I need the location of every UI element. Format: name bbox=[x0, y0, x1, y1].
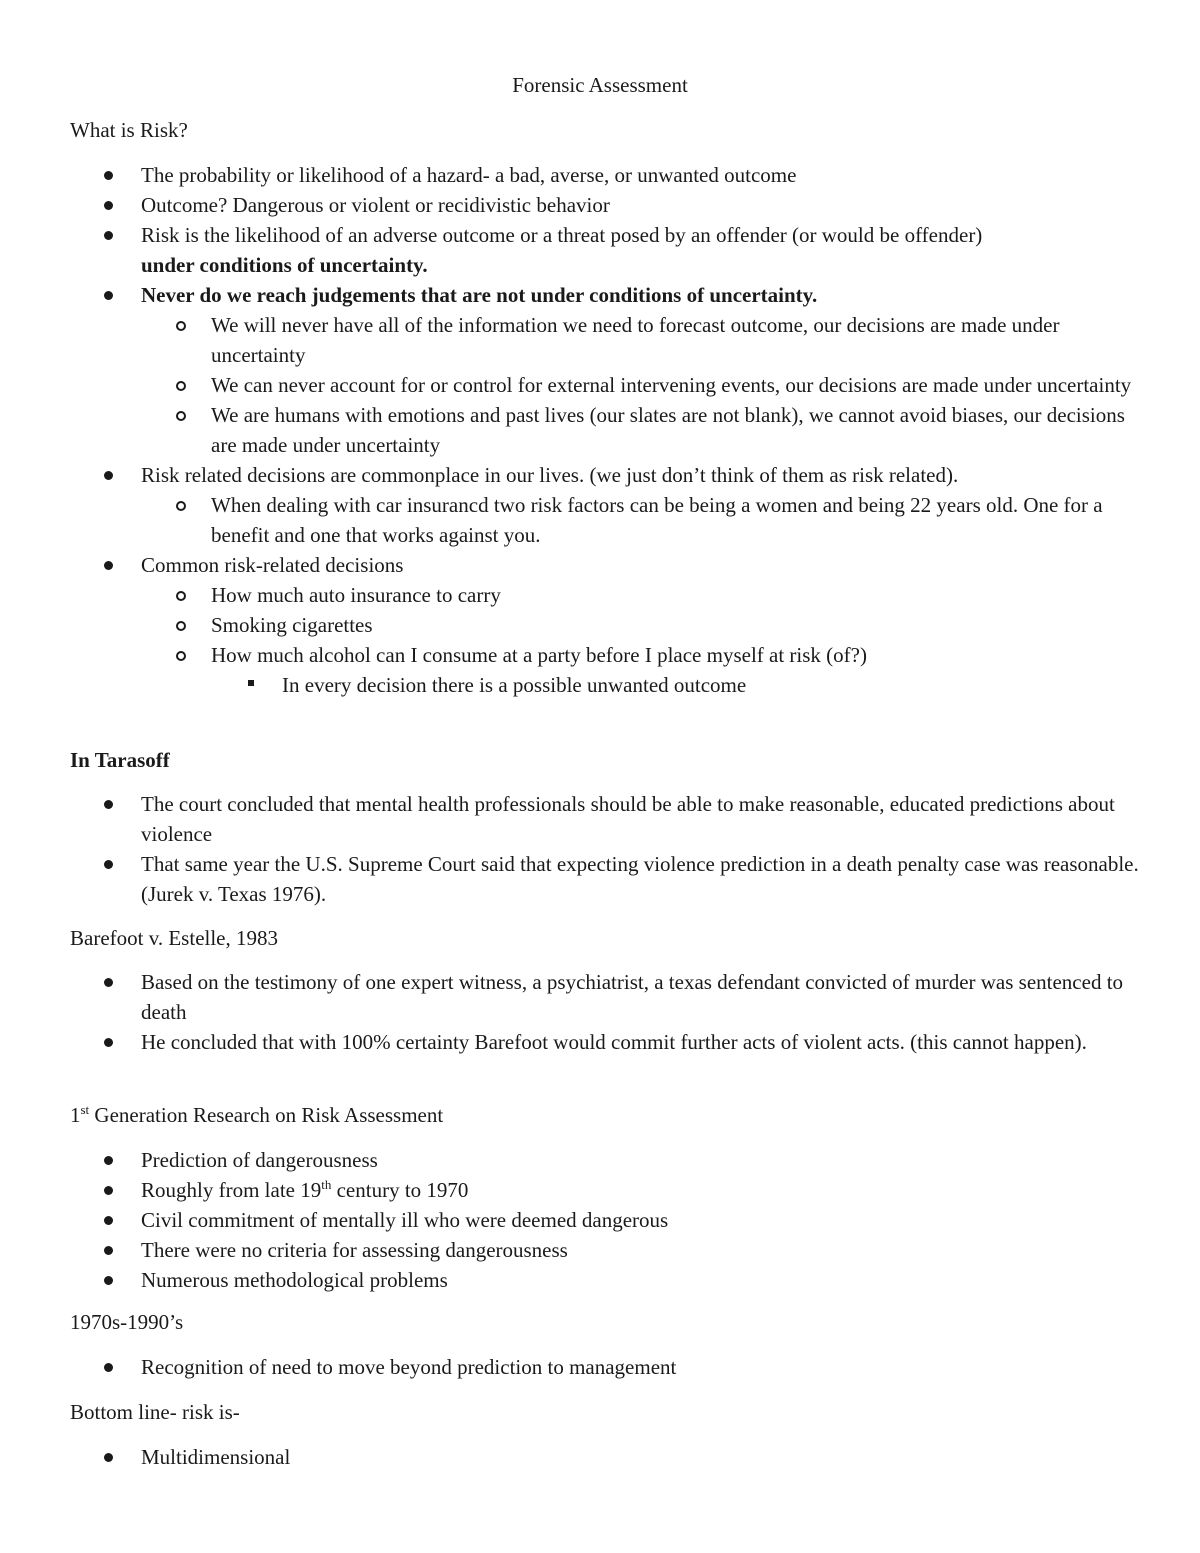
list-item: Outcome? Dangerous or violent or recidivistic behavior bbox=[0, 190, 1141, 220]
list-item: Recognition of need to move beyond prediction to management bbox=[0, 1352, 1141, 1382]
section-heading-tarasoff: In Tarasoff bbox=[70, 748, 170, 772]
era-list bbox=[0, 1352, 1200, 1382]
document-title: Forensic Assessment bbox=[512, 73, 688, 97]
hollow-bullet-icon bbox=[176, 411, 186, 421]
bottom-line-list bbox=[0, 1442, 1200, 1472]
barefoot-list bbox=[0, 967, 1200, 1057]
bullet-icon bbox=[104, 978, 113, 987]
bullet-icon bbox=[104, 1216, 113, 1225]
hollow-bullet-icon bbox=[176, 621, 186, 631]
section-heading-era: 1970s-1990’s bbox=[70, 1310, 184, 1334]
section-heading-bottom-line: Bottom line- risk is- bbox=[70, 1400, 240, 1424]
bullet-icon bbox=[104, 1186, 113, 1195]
list-item: There were no criteria for assessing dangerousness bbox=[0, 1235, 1141, 1265]
bullet-icon bbox=[104, 471, 113, 480]
list-item: Smoking cigarettes bbox=[0, 610, 1141, 640]
bullet-icon bbox=[104, 1276, 113, 1285]
list-item: How much alcohol can I consume at a party before I place myself at risk (of?) bbox=[0, 640, 1141, 670]
list-item: Common risk-related decisions bbox=[0, 550, 1141, 580]
list-item: Civil commitment of mentally ill who were deemed dangerous bbox=[0, 1205, 1141, 1235]
hollow-bullet-icon bbox=[176, 651, 186, 661]
list-item: We can never account for or control for external intervening events, our decisions are made under uncertainty bbox=[0, 370, 1141, 400]
list-item: Risk is the likelihood of an adverse outcome or a threat posed by an offender (or would be offender) under conditions of uncertainty. bbox=[0, 220, 1141, 280]
hollow-bullet-icon bbox=[176, 381, 186, 391]
list-item: Roughly from late 19th century to 1970 bbox=[0, 1175, 1141, 1205]
list-item: Multidimensional bbox=[0, 1442, 1141, 1472]
section-heading-barefoot: Barefoot v. Estelle, 1983 bbox=[70, 926, 279, 950]
list-item: How much auto insurance to carry bbox=[0, 580, 1141, 610]
list-item: Prediction of dangerousness bbox=[0, 1145, 1141, 1175]
tarasoff-list bbox=[0, 789, 1200, 909]
bullet-icon bbox=[104, 231, 113, 240]
list-item: We are humans with emotions and past lives (our slates are not blank), we cannot avoid biases, our decisions are made under uncertainty bbox=[0, 400, 1141, 460]
bullet-icon bbox=[104, 1156, 113, 1165]
bullet-icon bbox=[104, 1453, 113, 1462]
list-item: In every decision there is a possible unwanted outcome bbox=[0, 670, 1142, 700]
list-item: The court concluded that mental health professionals should be able to make reasonable, educated predictions about violence bbox=[0, 789, 1141, 849]
bullet-icon bbox=[104, 291, 113, 300]
list-item: The probability or likelihood of a hazard- a bad, averse, or unwanted outcome bbox=[0, 160, 1141, 190]
list-item: He concluded that with 100% certainty Barefoot would commit further acts of violent acts. (this cannot happen). bbox=[0, 1027, 1141, 1057]
risk-list bbox=[0, 160, 1200, 700]
hollow-bullet-icon bbox=[176, 591, 186, 601]
bullet-icon bbox=[104, 201, 113, 210]
first-generation-list bbox=[0, 1145, 1200, 1295]
list-item: When dealing with car insurancd two risk factors can be being a women and being 22 years old. One for a benefit and one that works against you. bbox=[0, 490, 1141, 550]
list-item: Numerous methodological problems bbox=[0, 1265, 1141, 1295]
section-heading-first-generation: 1st Generation Research on Risk Assessment bbox=[70, 1102, 444, 1127]
square-bullet-icon bbox=[248, 680, 254, 686]
bullet-icon bbox=[104, 800, 113, 809]
hollow-bullet-icon bbox=[176, 501, 186, 511]
list-item: Based on the testimony of one expert witness, a psychiatrist, a texas defendant convicted of murder was sentenced to death bbox=[0, 967, 1141, 1027]
bullet-icon bbox=[104, 1038, 113, 1047]
bullet-icon bbox=[104, 561, 113, 570]
list-item: Never do we reach judgements that are not under conditions of uncertainty. bbox=[0, 280, 1141, 310]
bullet-icon bbox=[104, 171, 113, 180]
list-item: Risk related decisions are commonplace in our lives. (we just don’t think of them as risk related). bbox=[0, 460, 1141, 490]
section-heading-risk: What is Risk? bbox=[70, 118, 188, 142]
bullet-icon bbox=[104, 860, 113, 869]
list-item: We will never have all of the information we need to forecast outcome, our decisions are made under uncertainty bbox=[0, 310, 1141, 370]
bullet-icon bbox=[104, 1363, 113, 1372]
bullet-icon bbox=[104, 1246, 113, 1255]
list-item: That same year the U.S. Supreme Court said that expecting violence prediction in a death penalty case was reasonable. (Jurek v. Texas 1976). bbox=[0, 849, 1141, 909]
hollow-bullet-icon bbox=[176, 321, 186, 331]
